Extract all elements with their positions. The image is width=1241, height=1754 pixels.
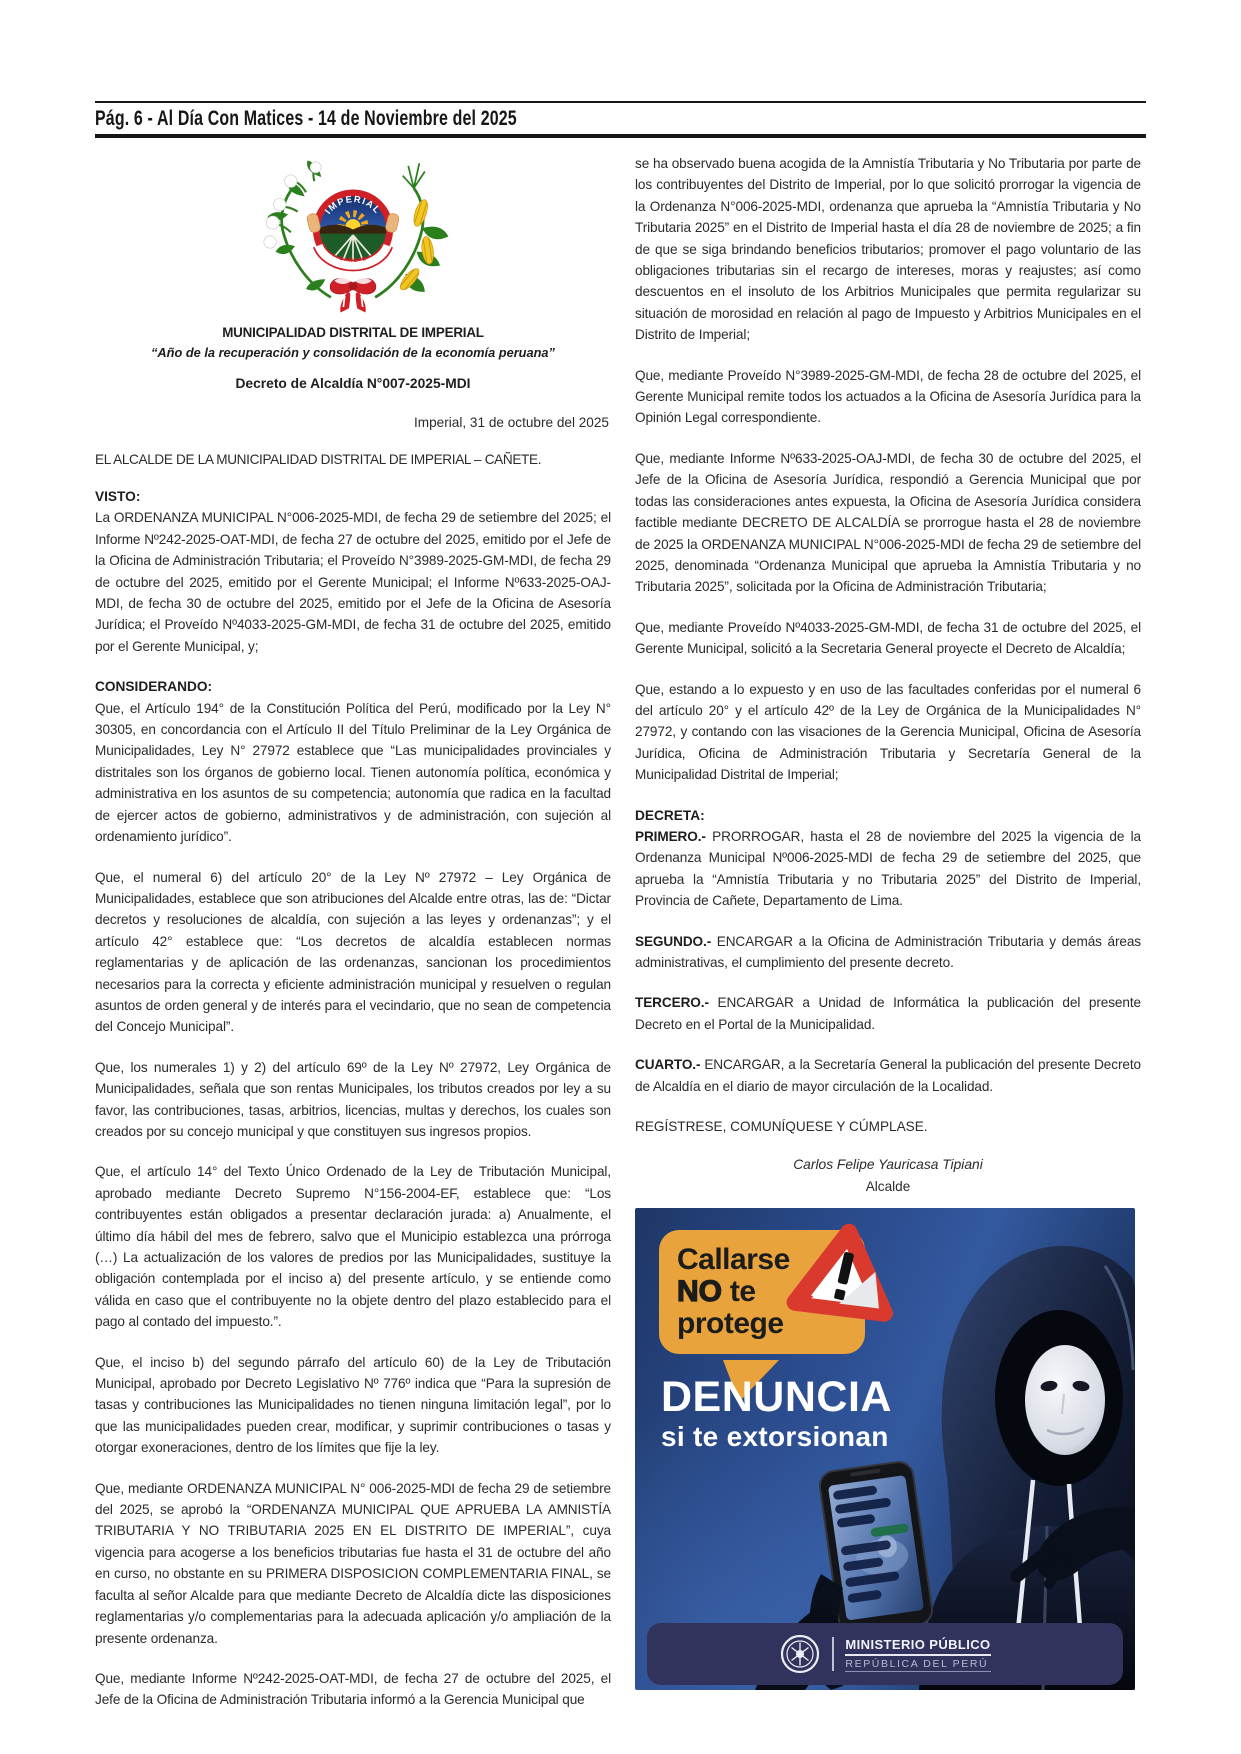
anti-extortion-ad	[635, 1208, 1135, 1690]
body-paragraph: Que, mediante Informe Nº633-2025-OAJ-MDI, de fecha 30 de octubre del 2025, el Jefe de la Oficina de Asesoría Jurídica, respondió a Gerencia Municipal que por todas las consideraciones antes expuesta, la Oficina de Asesoría Jurídica considera factible mediante DECRETO DE ALCALDÍA se prorrogue hasta el 28 de noviembre de 2025 la ORDENANZA MUNICIPAL N°006-2025-MDI de fecha 29 de setiembre del 2025, denominada “Ordenanza Municipal que aprueba la Amnistía Tributaria y no Tributaria 2025”, solicitada por la Oficina de Administración Tributaria;	[635, 450, 1141, 595]
bubble-te: te	[729, 1275, 756, 1309]
body-paragraph: Que, mediante Proveído Nº4033-2025-GM-MDI, de fecha 31 de octubre del 2025, el Gerente Municipal, solicitó a la Secretaria General proyecte el Decreto de Alcaldía;	[635, 619, 1141, 657]
footer-text-block	[845, 1637, 990, 1672]
page-header	[95, 0, 1146, 138]
warning-triangle-icon	[777, 1209, 912, 1337]
footer-country: REPÚBLICA DEL PERÚ	[845, 1658, 990, 1672]
article-label: CUARTO.-	[635, 1057, 701, 1073]
body-paragraph: Que, mediante Proveído N°3989-2025-GM-MDI, de fecha 28 de octubre del 2025, el Gerente Municipal remite todos los actuados a la Oficina de Asesoría Jurídica para la Opinión Legal correspondiente.	[635, 367, 1141, 426]
body-paragraph: Que, el numeral 6) del artículo 20° de la Ley Nº 27972 – Ley Orgánica de Municipalidades, establece que son atribuciones del Alcalde entre otras, las de: “Dictar decretos y resoluciones de alcaldía, con sujeción a las leyes y ordenanzas”; y el artículo 42° establece que: “Los decretos de alcaldía establecen normas reglamentarias y de aplicación de las ordenanzas, sancionan los procedimientos necesarios para la correcta y eficiente administración municipal y resuelven o regulan asuntos de orden general y de interés para el vecindario, que no sean de competencia del Concejo Municipal”.	[95, 869, 611, 1035]
emblem-circle	[306, 189, 400, 269]
bubble-line-3: protege	[677, 1307, 784, 1341]
body-paragraph: Que, estando a lo expuesto y en uso de las facultades conferidas por el numeral 6 del artículo 20° y el artículo 42º de la Ley de Orgánica de la Municipalidades N° 27972, y contando con las visaciones de la Gerencia Municipal, Oficina de Asesoría Jurídica, Oficina de Administración Tributaria y Secretaría General de la Municipalidad Distrital de Imperial;	[635, 681, 1141, 783]
logo-arc-text: IMPERIAL	[322, 194, 383, 216]
body-paragraph: se ha observado buena acogida de la Amnistía Tributaria y No Tributaria por parte de los contribuyentes del Distrito de Imperial, por lo que solicitó prorrogar la vigencia de la Ordenanza N°006-2025-MDI, ordenanza que aprueba la “Amnistía Tributaria y No Tributaria 2025” en el Distrito de Imperial hasta el día 28 de noviembre de 2025; a fin de que se siga brindando beneficios tributarios; promover el pago voluntario de las obligaciones tributarias sin el recargo de intereses, moras y reajustes; así como descuentos en el insoluto de los Arbitrios Municipales que permita regularizar su situación de morosidad en relación al pago de Impuesto y Arbitrios Municipales en el Distrito de Imperial;	[635, 156, 1141, 343]
left-column	[95, 144, 611, 1730]
decree-article	[635, 931, 1141, 974]
right-column	[635, 144, 1141, 1730]
body-paragraph: Que, el artículo 14° del Texto Único Ordenado de la Ley de Tributación Municipal, aprobado mediante Decreto Supremo N°156-2004-EF, establece que: “Los contribuyentes están obligados a presentar declaración jurada: a) Anualmente, el último día hábil del mes de febrero, salvo que el Municipio establezca una prórroga (…) La actualización de los valores de predios por las Municipalidades, sustituye la obligación contemplada por el inciso a) del presente artículo, y se entiende como válida en caso que el contribuyente no la objete dentro del plazo establecido para el pago al contado del impuesto.”.	[95, 1164, 611, 1330]
decree-title: Decreto de Alcaldía N°007-2025-MDI	[235, 376, 471, 391]
page-title: Pág. 6 - Al Día Con Matices - 14 de Noviembre del 2025	[95, 107, 517, 130]
visto-heading: VISTO:	[95, 489, 141, 504]
signature-name: Carlos Felipe Yauricasa Tipiani	[793, 1157, 983, 1173]
article-text: ENCARGAR a Unidad de Informática la publicación del presente Decreto en el Portal de la Municipalidad.	[635, 995, 1141, 1032]
article-text: ENCARGAR a la Oficina de Administración Tributaria y demás áreas administrativas, el cumplimiento del presente decreto.	[635, 933, 1141, 970]
body-paragraph: Que, los numerales 1) y 2) del artículo 69º de la Ley Nº 27972, Ley Orgánica de Municipalidades, señala que son rentas Municipales, los tributos creados por ley a su favor, las contribuciones, tasas, arbitrios, licencias, multas y derechos, los cuales son creados por su concejo municipal y que constituyen sus ingresos propios.	[95, 1059, 611, 1139]
article-label: PRIMERO.-	[635, 828, 706, 844]
closing-formula: REGÍSTRESE, COMUNÍQUESE Y CÚMPLASE.	[635, 1119, 928, 1135]
dateline: Imperial, 31 de octubre del 2025	[414, 415, 609, 430]
article-text: ENCARGAR, a la Secretaría General la publicación del presente Decreto de Alcaldía en el diario de mayor circulación de la Localidad.	[635, 1057, 1141, 1094]
year-motto: “Año de la recuperación y consolidación de la economía peruana”	[151, 345, 555, 360]
ad-headline-block	[661, 1374, 892, 1452]
decree-article	[635, 826, 1141, 912]
signature-block	[635, 1157, 1141, 1194]
article-text: PRORROGAR, hasta el 28 de noviembre del 2025 la vigencia de la Ordenanza Municipal Nº006-2025-MDI de fecha 29 de setiembre del 2025, que aprueba la “Amnistía Tributaria y no Tributaria 2025” del Distrito de Imperial, Provincia de Cañete, Departamento de Lima.	[635, 828, 1141, 909]
two-column-body	[95, 138, 1146, 1730]
body-paragraph: Que, el Artículo 194° de la Constitución Política del Perú, modificado por la Ley N° 30305, en concordancia con el Artículo II del Título Preliminar de la Ley Orgánica de Municipalidades, Ley N° 27972 establece que “Las municipalidades provinciales y distritales son los órganos de gobierno local. Tienen autonomía política, económica y administrativa en los asuntos de su competencia; autonomía que radica en la facultad de ejercer actos de gobierno, administrativos y de administración, con sujeción al ordenamiento jurídico”.	[95, 700, 611, 845]
decreta-heading: DECRETA:	[635, 807, 705, 823]
white-mask-face	[1025, 1345, 1105, 1455]
salutation: EL ALCALDE DE LA MUNICIPALIDAD DISTRITAL DE IMPERIAL – CAÑETE.	[95, 452, 542, 467]
body-paragraph: Que, el inciso b) del segundo párrafo del artículo 60) de la Ley de Tributación Municipal, aprobado por Decreto Legislativo Nº 776º indica que “Para la supresión de tasas y contribuciones las Municipalidades no tienen ninguna limitación legal”, por lo que las municipalidades pueden crear, modificar, y suprimir contribuciones o tasas y otorgar exoneraciones, dentro de los límites que fije la ley.	[95, 1354, 611, 1456]
body-paragraph: Que, mediante Informe Nº242-2025-OAT-MDI, de fecha 27 de octubre del 2025, el Jefe de la Oficina de Administración Tributaria informó a la Gerencia Municipal que	[95, 1670, 611, 1708]
ad-headline: DENUNCIA	[661, 1373, 892, 1422]
signature-title: Alcalde	[865, 1179, 911, 1195]
organization-name: MUNICIPALIDAD DISTRITAL DE IMPERIAL	[222, 325, 484, 340]
bubble-line-1: Callarse	[677, 1243, 790, 1277]
considerando-heading: CONSIDERANDO:	[95, 679, 213, 695]
body-paragraph: Que, mediante ORDENANZA MUNICIPAL N° 006-2025-MDI de fecha 29 de setiembre del 2025, se aprobó la “ORDENANZA MUNICIPAL QUE APRUEBA LA AMNISTÍA TRIBUTARIA Y NO TRIBUTARIA 2025 EN EL DISTRITO DE IMPERIAL”, cuya vigencia para acogerse a los beneficios tributarias fue hasta el 31 de octubre del año en curso, no obstante en su PRIMERA DISPOSICION COMPLEMENTARIA FINAL, se faculta al señor Alcalde para que mediante Decreto de Alcaldía dicte las disposiciones reglamentarias y/o complementarias para la adecuada aplicación y/o ampliación de la presente ordenanza.	[95, 1480, 611, 1646]
ministerio-publico-bar	[647, 1623, 1123, 1685]
footer-divider	[832, 1637, 834, 1671]
ad-subheadline: si te extorsionan	[661, 1421, 889, 1453]
bubble-no: NO	[677, 1275, 722, 1309]
decree-article	[635, 992, 1141, 1035]
logo-banner-text: CAÑETE	[338, 255, 368, 264]
article-label: SEGUNDO.-	[635, 933, 712, 949]
footer-org-name: MINISTERIO PÚBLICO	[845, 1637, 990, 1656]
decree-article	[635, 1054, 1141, 1097]
municipal-coat-of-arms	[249, 148, 457, 318]
ministerio-publico-seal-icon	[779, 1633, 821, 1675]
header-top-rule	[95, 101, 1146, 103]
article-label: TERCERO.-	[635, 995, 709, 1011]
visto-body: La ORDENANZA MUNICIPAL N°006-2025-MDI, de fecha 29 de setiembre del 2025; el Informe Nº242-2025-OAT-MDI, de fecha 27 de octubre del 2025, emitido por el Jefe de la Oficina de Administración Tributaria; el Proveído N°3989-2025-GM-MDI, de fecha 29 de octubre del 2025, emitido por el Gerente Municipal; el Informe Nº633-2025-OAJ-MDI, de fecha 30 de octubre del 2025, emitido por el Jefe de la Oficina de Asesoría Jurídica; el Proveído Nº4033-2025-GM-MDI, de fecha 31 de octubre del 2025, emitido por el Gerente Municipal, y;	[95, 510, 611, 654]
ribbon-bow	[330, 278, 376, 313]
